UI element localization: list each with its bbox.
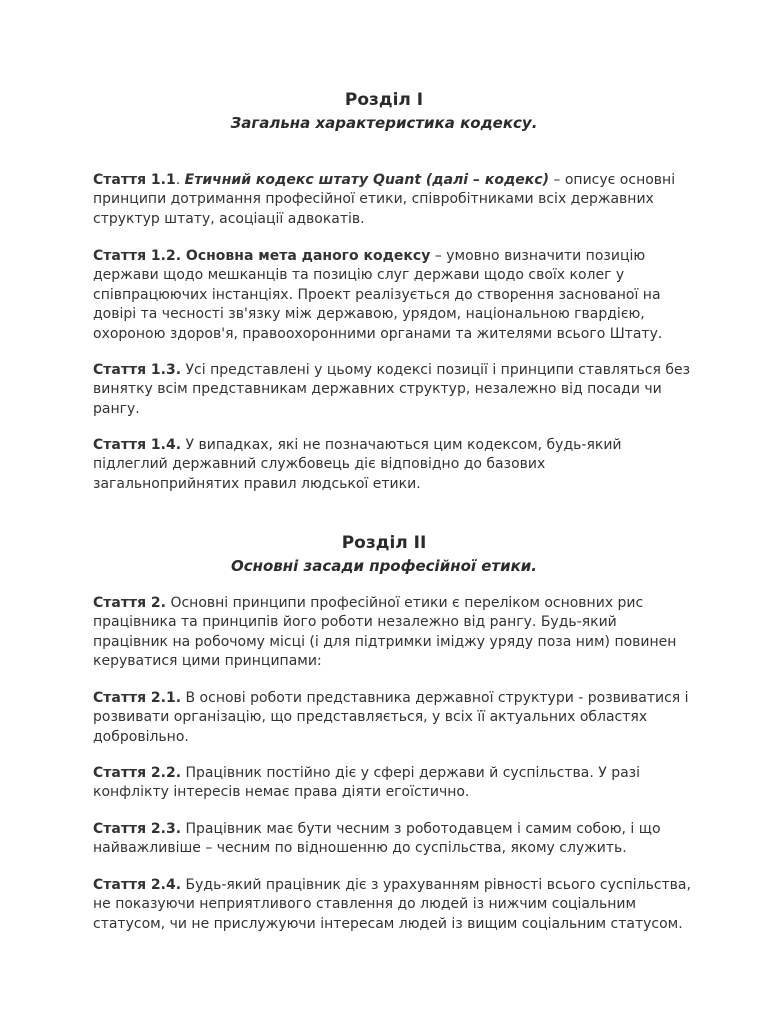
section-2-subtitle: Основні засади професійної етики. (230, 557, 538, 575)
article-2-3 (93, 820, 693, 859)
article-text: Працівник постійно діє у сфері держави й суспільства. У разі конфлікту інтересів немає права діяти егоїстично. (93, 765, 640, 801)
article-2 (93, 594, 693, 672)
article-label: Стаття 2. (93, 595, 166, 611)
article-label: Стаття 2.4. (93, 877, 182, 893)
section-2-heading (0, 531, 768, 577)
article-1-3 (93, 361, 693, 419)
article-separator: . (175, 172, 185, 188)
article-text: – умовно визначити позицію держави щодо мешканців та позицію слуг держави щодо своїх колег у співпрацюючих інстанціях. Проект реалізується до створення заснованої на довірі та чесності зв'язку між державою, урядом, національною гвардією, охороною здоров'я, правоохоронними органами та жителями всього Штату. (93, 248, 663, 342)
article-2-2 (93, 764, 693, 803)
article-text: Усі представлені у цьому кодексі позиції і принципи ставляться без винятку всім представникам державних структур, незалежно від посади чи рангу. (93, 362, 691, 417)
article-label: Стаття 1.4. (93, 437, 182, 453)
section-1-heading (0, 88, 768, 134)
article-label: Стаття 1.3. (93, 362, 182, 378)
article-text: Працівник має бути чесним з роботодавцем і самим собою, і що найважливіше – чесним по відношенню до суспільства, якому служить. (93, 821, 661, 857)
article-1-1 (93, 171, 693, 229)
article-label: Стаття 1.2. Основна мета даного кодексу (93, 248, 431, 264)
article-text: Будь-який працівник діє з урахуванням рівності всього суспільства, не показуючи неприятливого ставлення до людей із нижчим соціальним статусом, чи не прислужуючи інтересам людей із вищим соціальним статусом. (93, 877, 691, 932)
article-text: – описує основні принципи дотримання професійної етики, співробітниками всіх державних структур штату, асоціації адвокатів. (93, 172, 676, 227)
article-emphasis: Етичний кодекс штату Quant (далі – кодекс) (184, 172, 549, 188)
article-label: Стаття 1.1 (93, 172, 176, 188)
article-text: Основні принципи професійної етики є переліком основних рис працівника та принципів його роботи незалежно від рангу. Будь-який працівник на робочому місці (і для підтримки іміджу уряду поза ним) повинен керуватися цими принципами: (93, 595, 677, 670)
article-2-4 (93, 876, 693, 934)
article-1-2 (93, 247, 693, 344)
article-2-1 (93, 689, 693, 747)
section-2-title: Розділ II (341, 533, 427, 553)
article-label: Стаття 2.2. (93, 765, 182, 781)
article-label: Стаття 2.1. (93, 690, 182, 706)
article-label: Стаття 2.3. (93, 821, 182, 837)
article-text: В основі роботи представника державної структури - розвиватися і розвивати організацію, що представляється, у всіх її актуальних областях добровільно. (93, 690, 689, 745)
section-1-subtitle: Загальна характеристика кодексу. (230, 114, 538, 132)
section-1-title: Розділ I (344, 90, 424, 110)
article-text: У випадках, які не позначаються цим кодексом, будь-який підлеглий державний службовець діє відповідно до базових загальноприйнятих правил людської етики. (93, 437, 622, 492)
article-1-4 (93, 436, 693, 494)
